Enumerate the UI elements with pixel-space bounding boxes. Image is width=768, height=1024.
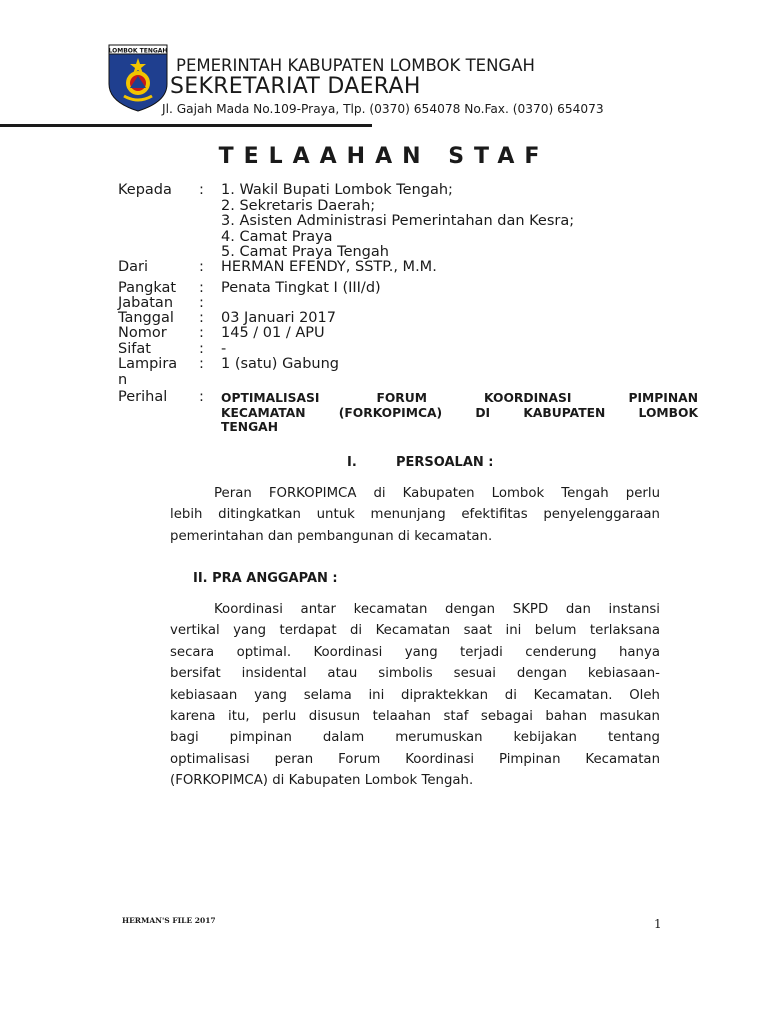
paragraph-line: kebiasaan yang selama ini dipraktekkan di Kecamatan. Oleh [170,687,660,703]
logo-text: LOMBOK TENGAH [108,47,168,55]
paragraph-line: Peran FORKOPIMCA di Kabupaten Lombok Tengah perlu [214,486,660,501]
dari-value: HERMAN EFENDY, SSTP., M.M. [221,259,437,275]
section1-number: I. [347,455,357,470]
section2-heading: II. PRA ANGGAPAN : [193,571,338,586]
paragraph-line: bersifat insidental atau simbolis sesuai dengan kebiasaan- [170,666,660,682]
colon: : [199,356,204,372]
paragraph-line: lebih ditingkatkan untuk menunjang efektifitas penyelenggaraan [170,507,660,523]
paragraph-line: secara optimal. Koordinasi yang terjadi cenderung hanya [170,644,660,660]
office-address: Jl. Gajah Mada No.109-Praya, Tlp. (0370) 654078 No.Fax. (0370) 654073 [162,102,604,116]
colon: : [199,325,204,341]
pangkat-label: Pangkat [118,280,177,296]
colon: : [199,259,204,275]
sifat-label: Sifat [118,341,151,357]
footer-file-label: HERMAN'S FILE 2017 [122,916,216,925]
perihal-line: TENGAH [221,420,278,434]
government-name: PEMERINTAH KABUPATEN LOMBOK TENGAH [176,56,535,75]
recipient-item: 2. Sekretaris Daerah; [221,198,376,214]
dari-label: Dari [118,259,149,275]
paragraph-line: (FORKOPIMCA) di Kabupaten Lombok Tengah. [170,773,474,789]
paragraph-line: bagi pimpinan dalam merumuskan kebijakan tentang [170,730,660,746]
paragraph-line: pemerintahan dan pembangunan di kecamatan. [170,528,493,544]
perihal-line: KECAMATAN (FORKOPIMCA) DI KABUPATEN LOMBOK [221,405,698,420]
recipient-item: 4. Camat Praya [221,229,333,245]
tanggal-value: 03 Januari 2017 [221,310,336,326]
pangkat-value: Penata Tingkat I (III/d) [221,280,381,296]
perihal-value [221,391,698,435]
lampiran-value: 1 (satu) Gabung [221,356,339,372]
colon: : [199,341,204,357]
colon: : [199,389,204,405]
section1-heading: PERSOALAN : [396,455,494,470]
colon: : [199,280,204,296]
colon: : [199,182,204,198]
perihal-label: Perihal [118,389,168,405]
lampiran-label: Lampira [118,356,178,372]
section2-paragraph [170,599,660,792]
tanggal-label: Tanggal [118,310,174,326]
page-number: 1 [654,917,662,931]
office-name: SEKRETARIAT DAERAH [170,74,421,99]
colon: : [199,295,204,311]
paragraph-line: karena itu, perlu disusun telaahan staf sebagai bahan masukan [170,708,660,724]
recipient-item: 5. Camat Praya Tengah [221,244,389,260]
jabatan-label: Jabatan [118,295,174,311]
colon: : [199,310,204,326]
section1-paragraph [170,483,660,547]
document-title: TELAAHAN STAF [218,144,550,169]
recipient-item: 3. Asisten Administrasi Pemerintahan dan Kesra; [221,213,575,229]
lampiran-label-wrap: n [118,372,128,388]
nomor-value: 145 / 01 / APU [221,325,325,341]
paragraph-line: vertikal yang terdapat di Kecamatan saat ini belum terlaksana [170,623,660,639]
nomor-label: Nomor [118,325,167,341]
perihal-line: OPTIMALISASI FORUM KOORDINASI PIMPINAN [221,391,698,405]
letterhead-rule [0,124,372,127]
paragraph-line: Koordinasi antar kecamatan dengan SKPD dan instansi [214,602,660,617]
kepada-label: Kepada [118,182,172,198]
paragraph-line: optimalisasi peran Forum Koordinasi Pimpinan Kecamatan [170,751,660,767]
sifat-value: - [221,341,227,357]
recipient-item: 1. Wakil Bupati Lombok Tengah; [221,182,453,198]
regency-logo [108,44,168,112]
